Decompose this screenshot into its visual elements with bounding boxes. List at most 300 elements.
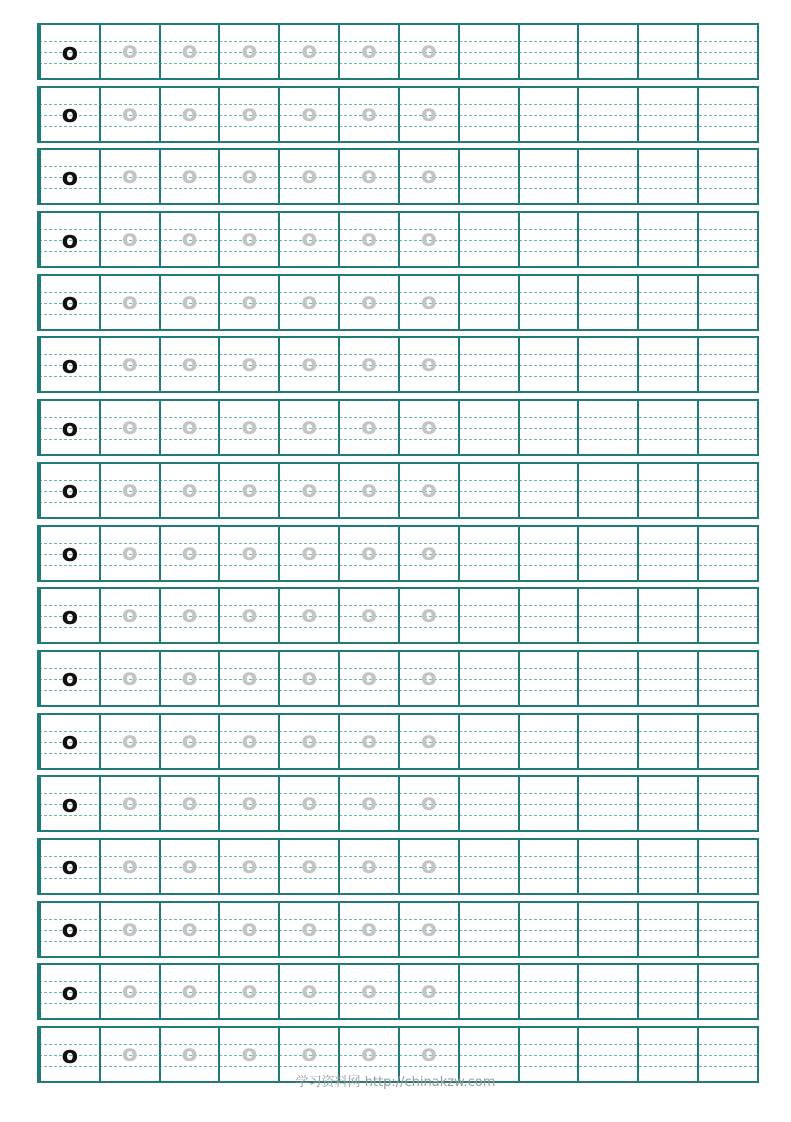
traced-letter: o (420, 476, 437, 503)
traced-letter: o (420, 351, 437, 378)
trace-cell (398, 150, 458, 203)
model-letter: o (61, 789, 79, 818)
writing-row (37, 901, 759, 958)
model-cell (39, 777, 99, 830)
blank-writing-cell[interactable] (577, 25, 637, 78)
trace-cell (338, 276, 398, 329)
model-letter: o (61, 977, 79, 1006)
trace-cell (218, 777, 278, 830)
traced-letter: o (181, 163, 198, 190)
model-letter: o (61, 664, 79, 693)
blank-writing-cell[interactable] (637, 965, 697, 1018)
model-letter: o (61, 1040, 79, 1069)
blank-writing-cell[interactable] (518, 965, 578, 1018)
trace-cell (218, 88, 278, 141)
blank-writing-cell[interactable] (637, 715, 697, 768)
blank-writing-cell[interactable] (637, 777, 697, 830)
blank-writing-cell[interactable] (637, 338, 697, 391)
traced-letter: o (301, 226, 318, 253)
blank-writing-cell[interactable] (637, 276, 697, 329)
writing-row (37, 86, 759, 143)
blank-writing-cell[interactable] (518, 464, 578, 517)
blank-writing-cell[interactable] (458, 150, 518, 203)
trace-cell (218, 965, 278, 1018)
traced-letter: o (121, 288, 138, 315)
traced-letter: o (241, 226, 258, 253)
blank-writing-cell[interactable] (458, 25, 518, 78)
trace-cell (218, 715, 278, 768)
writing-row (37, 23, 759, 80)
blank-writing-cell[interactable] (458, 840, 518, 893)
blank-writing-cell[interactable] (518, 527, 578, 580)
trace-cell (99, 25, 159, 78)
traced-letter: o (181, 476, 198, 503)
trace-cell (398, 589, 458, 642)
trace-cell (159, 150, 219, 203)
traced-letter: o (121, 539, 138, 566)
blank-writing-cell[interactable] (697, 715, 757, 768)
trace-cell (159, 589, 219, 642)
trace-cell (159, 527, 219, 580)
model-letter: o (61, 413, 79, 442)
traced-letter: o (181, 38, 198, 64)
trace-cell (218, 276, 278, 329)
traced-letter: o (301, 915, 318, 942)
writing-row (37, 525, 759, 582)
blank-writing-cell[interactable] (697, 25, 757, 78)
traced-letter: o (181, 226, 198, 253)
traced-letter: o (241, 539, 258, 566)
traced-letter: o (241, 38, 258, 64)
trace-cell (278, 589, 338, 642)
trace-cell (159, 965, 219, 1018)
traced-letter: o (420, 915, 437, 942)
blank-writing-cell[interactable] (458, 527, 518, 580)
blank-writing-cell[interactable] (458, 777, 518, 830)
blank-writing-cell[interactable] (577, 715, 637, 768)
blank-writing-cell[interactable] (637, 88, 697, 141)
traced-letter: o (301, 852, 318, 879)
blank-writing-cell[interactable] (577, 464, 637, 517)
traced-letter: o (181, 100, 198, 127)
blank-writing-cell[interactable] (577, 88, 637, 141)
trace-cell (159, 213, 219, 266)
writing-row (37, 399, 759, 456)
traced-letter: o (420, 288, 437, 315)
blank-writing-cell[interactable] (518, 840, 578, 893)
trace-cell (278, 777, 338, 830)
trace-cell (398, 276, 458, 329)
trace-cell (278, 213, 338, 266)
traced-letter: o (361, 288, 377, 315)
traced-letter: o (361, 476, 377, 503)
traced-letter: o (241, 414, 258, 441)
model-cell (39, 464, 99, 517)
traced-letter: o (420, 602, 437, 629)
trace-cell (338, 464, 398, 517)
trace-cell (159, 715, 219, 768)
blank-writing-cell[interactable] (458, 276, 518, 329)
traced-letter: o (361, 790, 377, 817)
blank-writing-cell[interactable] (697, 338, 757, 391)
traced-letter: o (121, 414, 138, 441)
traced-letter: o (301, 163, 318, 190)
trace-cell (278, 715, 338, 768)
trace-cell (338, 965, 398, 1018)
trace-cell (218, 25, 278, 78)
traced-letter: o (301, 288, 318, 315)
traced-letter: o (121, 351, 138, 378)
blank-writing-cell[interactable] (697, 150, 757, 203)
traced-letter: o (241, 790, 258, 817)
blank-writing-cell[interactable] (697, 88, 757, 141)
trace-cell (99, 715, 159, 768)
traced-letter: o (241, 163, 258, 190)
blank-writing-cell[interactable] (697, 401, 757, 454)
trace-cell (398, 840, 458, 893)
trace-cell (278, 652, 338, 705)
trace-cell (99, 652, 159, 705)
blank-writing-cell[interactable] (577, 840, 637, 893)
model-cell (39, 652, 99, 705)
blank-writing-cell[interactable] (518, 338, 578, 391)
blank-writing-cell[interactable] (518, 401, 578, 454)
traced-letter: o (121, 38, 138, 64)
trace-cell (99, 840, 159, 893)
blank-writing-cell[interactable] (577, 652, 637, 705)
trace-cell (159, 338, 219, 391)
blank-writing-cell[interactable] (518, 88, 578, 141)
trace-cell (218, 589, 278, 642)
writing-row (37, 462, 759, 519)
blank-writing-cell[interactable] (697, 213, 757, 266)
trace-cell (159, 25, 219, 78)
writing-row (37, 274, 759, 331)
model-cell (39, 589, 99, 642)
traced-letter: o (181, 1041, 198, 1067)
traced-letter: o (241, 727, 258, 754)
trace-cell (218, 150, 278, 203)
blank-writing-cell[interactable] (697, 276, 757, 329)
trace-cell (99, 276, 159, 329)
model-letter: o (61, 727, 79, 756)
trace-cell (99, 777, 159, 830)
traced-letter: o (361, 727, 377, 754)
traced-letter: o (181, 351, 198, 378)
trace-cell (398, 401, 458, 454)
traced-letter: o (181, 539, 198, 566)
trace-cell (99, 464, 159, 517)
trace-cell (398, 903, 458, 956)
trace-cell (218, 464, 278, 517)
model-letter: o (61, 476, 79, 505)
trace-cell (398, 527, 458, 580)
trace-cell (338, 401, 398, 454)
trace-cell (278, 276, 338, 329)
model-cell (39, 965, 99, 1018)
traced-letter: o (420, 539, 437, 566)
blank-writing-cell[interactable] (637, 25, 697, 78)
blank-writing-cell[interactable] (458, 652, 518, 705)
trace-cell (159, 464, 219, 517)
traced-letter: o (420, 38, 437, 64)
blank-writing-cell[interactable] (518, 777, 578, 830)
trace-cell (99, 150, 159, 203)
blank-writing-cell[interactable] (458, 965, 518, 1018)
trace-cell (338, 840, 398, 893)
blank-writing-cell[interactable] (518, 715, 578, 768)
traced-letter: o (121, 100, 138, 127)
blank-writing-cell[interactable] (697, 464, 757, 517)
traced-letter: o (121, 790, 138, 817)
traced-letter: o (361, 38, 377, 64)
traced-letter: o (241, 915, 258, 942)
model-letter: o (61, 288, 79, 317)
blank-writing-cell[interactable] (458, 88, 518, 141)
model-letter: o (61, 539, 79, 567)
traced-letter: o (181, 602, 198, 629)
traced-letter: o (301, 539, 318, 566)
blank-writing-cell[interactable] (637, 840, 697, 893)
traced-letter: o (361, 100, 377, 127)
trace-cell (398, 25, 458, 78)
blank-writing-cell[interactable] (577, 965, 637, 1018)
model-cell (39, 150, 99, 203)
writing-row (37, 211, 759, 268)
trace-cell (278, 401, 338, 454)
model-letter: o (61, 162, 79, 191)
trace-cell (338, 777, 398, 830)
trace-cell (218, 840, 278, 893)
trace-cell (99, 88, 159, 141)
traced-letter: o (301, 978, 318, 1005)
trace-cell (159, 276, 219, 329)
blank-writing-cell[interactable] (637, 213, 697, 266)
footer-watermark: 学习资料网 http://chinakzw.com (295, 1075, 496, 1090)
traced-letter: o (301, 664, 318, 691)
traced-letter: o (361, 852, 377, 879)
trace-cell (159, 401, 219, 454)
trace-cell (99, 965, 159, 1018)
trace-cell (338, 652, 398, 705)
trace-cell (278, 903, 338, 956)
blank-writing-cell[interactable] (637, 464, 697, 517)
trace-cell (218, 903, 278, 956)
trace-cell (218, 213, 278, 266)
blank-writing-cell[interactable] (697, 589, 757, 642)
traced-letter: o (301, 100, 318, 127)
trace-cell (338, 25, 398, 78)
blank-writing-cell[interactable] (697, 527, 757, 580)
blank-writing-cell[interactable] (458, 213, 518, 266)
trace-cell (159, 652, 219, 705)
blank-writing-cell[interactable] (637, 527, 697, 580)
trace-cell (398, 88, 458, 141)
traced-letter: o (121, 978, 138, 1005)
traced-letter: o (241, 852, 258, 879)
writing-row (37, 650, 759, 707)
traced-letter: o (361, 664, 377, 691)
traced-letter: o (121, 226, 138, 253)
trace-cell (278, 965, 338, 1018)
traced-letter: o (181, 915, 198, 942)
trace-cell (338, 88, 398, 141)
model-letter: o (61, 915, 79, 944)
trace-cell (218, 338, 278, 391)
traced-letter: o (420, 727, 437, 754)
blank-writing-cell[interactable] (518, 903, 578, 956)
blank-writing-cell[interactable] (577, 589, 637, 642)
traced-letter: o (420, 100, 437, 127)
blank-writing-cell[interactable] (458, 338, 518, 391)
blank-writing-cell[interactable] (577, 527, 637, 580)
trace-cell (338, 527, 398, 580)
model-cell (39, 88, 99, 141)
blank-writing-cell[interactable] (577, 401, 637, 454)
traced-letter: o (361, 978, 377, 1005)
blank-writing-cell[interactable] (637, 903, 697, 956)
trace-cell (338, 150, 398, 203)
trace-cell (278, 150, 338, 203)
trace-cell (338, 903, 398, 956)
blank-writing-cell[interactable] (518, 652, 578, 705)
blank-writing-cell[interactable] (697, 903, 757, 956)
blank-writing-cell[interactable] (637, 589, 697, 642)
traced-letter: o (121, 1041, 138, 1067)
traced-letter: o (121, 664, 138, 691)
blank-writing-cell[interactable] (697, 965, 757, 1018)
blank-writing-cell[interactable] (458, 715, 518, 768)
blank-writing-cell[interactable] (637, 652, 697, 705)
trace-cell (398, 338, 458, 391)
traced-letter: o (181, 288, 198, 315)
traced-letter: o (121, 915, 138, 942)
traced-letter: o (181, 414, 198, 441)
traced-letter: o (121, 852, 138, 879)
traced-letter: o (361, 915, 377, 942)
writing-row (37, 587, 759, 644)
model-letter: o (61, 225, 79, 254)
blank-writing-cell[interactable] (518, 589, 578, 642)
traced-letter: o (241, 100, 258, 127)
traced-letter: o (301, 38, 318, 64)
writing-row (37, 838, 759, 895)
trace-cell (338, 213, 398, 266)
blank-writing-cell[interactable] (458, 464, 518, 517)
trace-cell (398, 777, 458, 830)
traced-letter: o (361, 351, 377, 378)
blank-writing-cell[interactable] (637, 401, 697, 454)
blank-writing-cell[interactable] (458, 589, 518, 642)
writing-row (37, 963, 759, 1020)
traced-letter: o (241, 288, 258, 315)
trace-cell (218, 401, 278, 454)
blank-writing-cell[interactable] (518, 25, 578, 78)
traced-letter: o (241, 351, 258, 378)
blank-writing-cell[interactable] (697, 840, 757, 893)
traced-letter: o (420, 664, 437, 691)
traced-letter: o (241, 602, 258, 629)
trace-cell (159, 840, 219, 893)
model-cell (39, 401, 99, 454)
trace-cell (278, 464, 338, 517)
traced-letter: o (181, 852, 198, 879)
traced-letter: o (241, 664, 258, 691)
trace-cell (159, 903, 219, 956)
trace-cell (278, 88, 338, 141)
blank-writing-cell[interactable] (577, 276, 637, 329)
blank-writing-cell[interactable] (577, 903, 637, 956)
traced-letter: o (420, 852, 437, 879)
traced-letter: o (301, 790, 318, 817)
traced-letter: o (420, 1041, 437, 1067)
traced-letter: o (361, 414, 377, 441)
trace-cell (398, 965, 458, 1018)
traced-letter: o (361, 163, 377, 190)
blank-writing-cell[interactable] (518, 213, 578, 266)
traced-letter: o (420, 978, 437, 1005)
model-cell (39, 213, 99, 266)
traced-letter: o (121, 163, 138, 190)
blank-writing-cell[interactable] (458, 903, 518, 956)
traced-letter: o (241, 1041, 258, 1067)
model-cell (39, 276, 99, 329)
blank-writing-cell[interactable] (577, 777, 637, 830)
blank-writing-cell[interactable] (577, 338, 637, 391)
traced-letter: o (361, 602, 377, 629)
model-letter: o (61, 601, 79, 630)
trace-cell (99, 213, 159, 266)
traced-letter: o (420, 414, 437, 441)
traced-letter: o (301, 414, 318, 441)
traced-letter: o (361, 1041, 377, 1067)
writing-row (37, 148, 759, 205)
traced-letter: o (181, 727, 198, 754)
blank-writing-cell[interactable] (697, 777, 757, 830)
blank-writing-cell[interactable] (577, 213, 637, 266)
blank-writing-cell[interactable] (518, 150, 578, 203)
traced-letter: o (420, 790, 437, 817)
traced-letter: o (241, 978, 258, 1005)
model-letter: o (61, 852, 79, 881)
trace-cell (338, 338, 398, 391)
traced-letter: o (121, 476, 138, 503)
trace-cell (99, 903, 159, 956)
trace-cell (278, 527, 338, 580)
traced-letter: o (301, 727, 318, 754)
blank-writing-cell[interactable] (637, 150, 697, 203)
trace-cell (99, 589, 159, 642)
trace-cell (338, 715, 398, 768)
traced-letter: o (181, 790, 198, 817)
traced-letter: o (241, 476, 258, 503)
blank-writing-cell[interactable] (577, 150, 637, 203)
trace-cell (338, 589, 398, 642)
model-cell (39, 25, 99, 78)
model-cell (39, 903, 99, 956)
blank-writing-cell[interactable] (458, 401, 518, 454)
traced-letter: o (181, 664, 198, 691)
trace-cell (218, 652, 278, 705)
traced-letter: o (121, 602, 138, 629)
model-cell (39, 527, 99, 580)
traced-letter: o (420, 163, 437, 190)
model-letter: o (61, 350, 79, 379)
model-letter: o (61, 100, 79, 129)
blank-writing-cell[interactable] (518, 276, 578, 329)
blank-writing-cell[interactable] (697, 652, 757, 705)
traced-letter: o (420, 226, 437, 253)
